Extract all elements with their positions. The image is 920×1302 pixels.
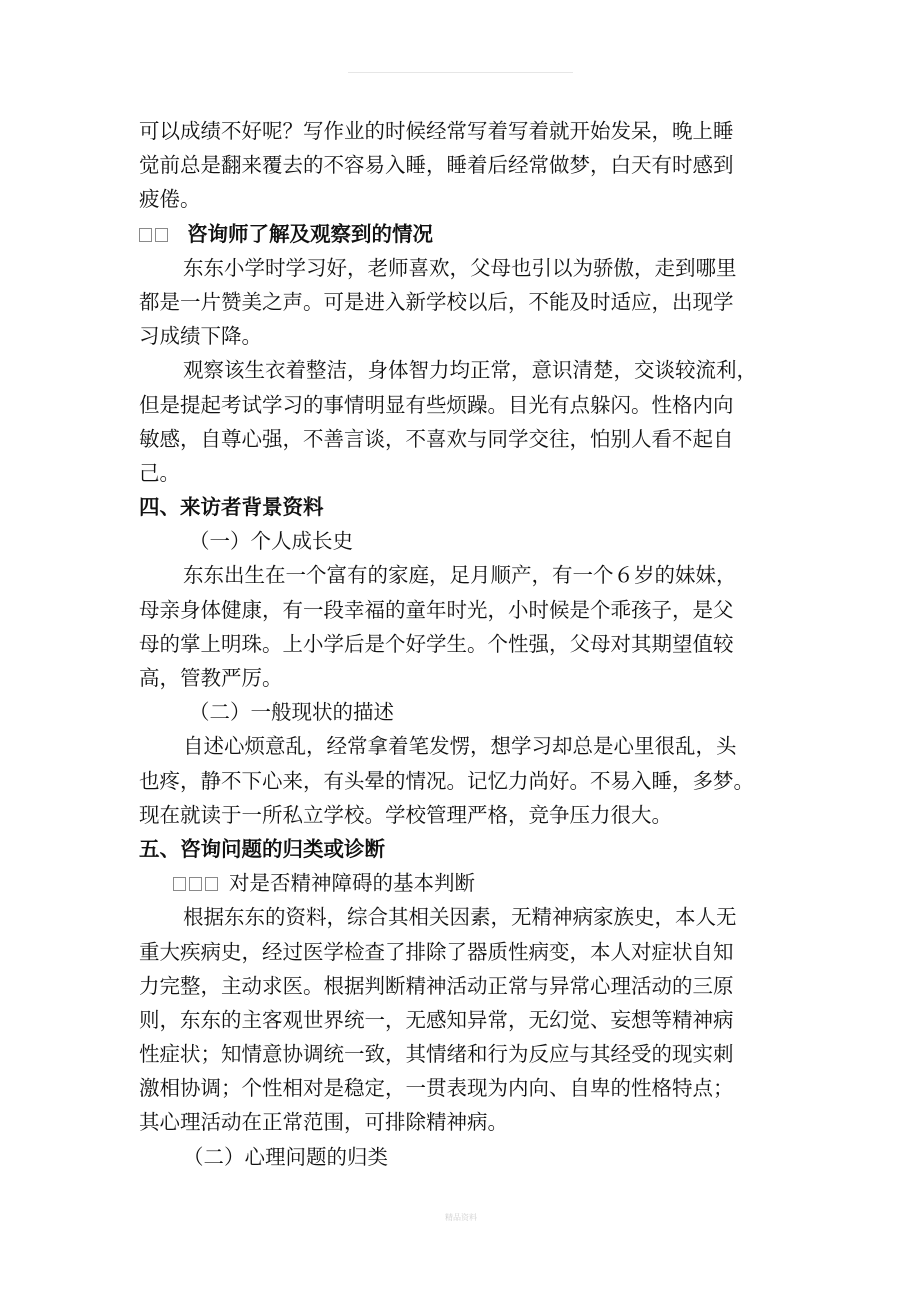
paragraph-line: 则，东东的主客观世界统一，无感知异常，无幻觉、妄想等精神病	[139, 1007, 734, 1032]
paragraph-line: 根据东东的资料，综合其相关因素，无精神病家族史，本人无	[183, 905, 737, 930]
document-body	[139, 114, 789, 1174]
section-heading-diagnosis: 五、咨询问题的归类或诊断	[139, 836, 385, 861]
missing-glyph-icon	[173, 877, 186, 891]
paragraph-line: 现在就读于一所私立学校。学校管理严格，竞争压力很大。	[139, 802, 672, 827]
paragraph-line: 性症状；知情意协调统一致，其情绪和行为反应与其经受的现实刺	[139, 1042, 734, 1067]
paragraph-line: 也疼，静不下心来，有头晕的情况。记忆力尚好。不易入睡，多梦。	[139, 768, 754, 793]
paragraph-line: 习成绩下降。	[139, 324, 262, 349]
body-line: 觉前总是翻来覆去的不容易入睡，睡着后经常做梦，白天有时感到	[139, 153, 734, 178]
paragraph-line: 东东小学时学习好，老师喜欢，父母也引以为骄傲，走到哪里	[183, 255, 737, 280]
paragraph-line: 母亲身体健康，有一段幸福的童年时光，小时候是个乖孩子，是父	[139, 597, 734, 622]
subsection-heading-judgement	[139, 866, 789, 900]
paragraph-line: 但是提起考试学习的事情明显有些烦躁。目光有点躲闪。性格内向	[139, 392, 734, 417]
paragraph-line: 己。	[139, 460, 180, 485]
paragraph-line: 高，管教严厉。	[139, 666, 283, 690]
missing-glyph-icon	[205, 877, 218, 891]
paragraph-line: 东东出生在一个富有的家庭，足月顺产，有一个６岁的妹妹，	[183, 563, 737, 588]
paragraph-line: 激相协调；个性相对是稳定，一贯表现为内向、自卑的性格特点；	[139, 1076, 734, 1101]
body-line: 疲倦。	[139, 187, 201, 212]
subsection-heading: （一）个人成长史	[189, 529, 353, 554]
paragraph-line: 力完整，主动求医。根据判断精神活动正常与异常心理活动的三原	[139, 973, 734, 998]
subsection-heading: （二）一般现状的描述	[189, 700, 394, 725]
paragraph-line: 自述心烦意乱，经常拿着笔发愣，想学习却总是心里很乱，头	[183, 734, 737, 759]
missing-glyph-icon	[189, 877, 202, 891]
paragraph-line: 其心理活动在正常范围，可排除精神病。	[139, 1110, 508, 1135]
missing-glyph-icon	[155, 228, 168, 242]
paragraph-line: 重大疾病史，经过医学检查了排除了器质性病变，本人对症状自知	[139, 939, 734, 964]
paragraph-line: 敏感，自尊心强，不善言谈，不喜欢与同学交往，怕别人看不起自	[139, 426, 734, 451]
page-header-rule	[348, 72, 573, 73]
footer-watermark: 精品资料	[445, 1213, 477, 1222]
section-heading-observation	[139, 217, 789, 251]
missing-glyph-icon	[139, 228, 152, 242]
paragraph-line: 母的掌上明珠。上小学后是个好学生。个性强，父母对其期望值较	[139, 631, 734, 656]
paragraph-line: 都是一片赞美之声。可是进入新学校以后，不能及时适应，出现学	[139, 289, 734, 314]
subsection-heading-text: 对是否精神障碍的基本判断	[229, 871, 475, 896]
subsection-heading: （二）心理问题的归类	[183, 1144, 388, 1169]
body-line: 可以成绩不好呢？写作业的时候经常写着写着就开始发呆，晚上睡	[139, 119, 734, 143]
section-heading-text: 咨询师了解及观察到的情况	[187, 221, 433, 246]
section-heading-background: 四、来访者背景资料	[139, 495, 324, 520]
paragraph-line: 观察该生衣着整洁，身体智力均正常，意识清楚，交谈较流利，	[183, 358, 757, 383]
